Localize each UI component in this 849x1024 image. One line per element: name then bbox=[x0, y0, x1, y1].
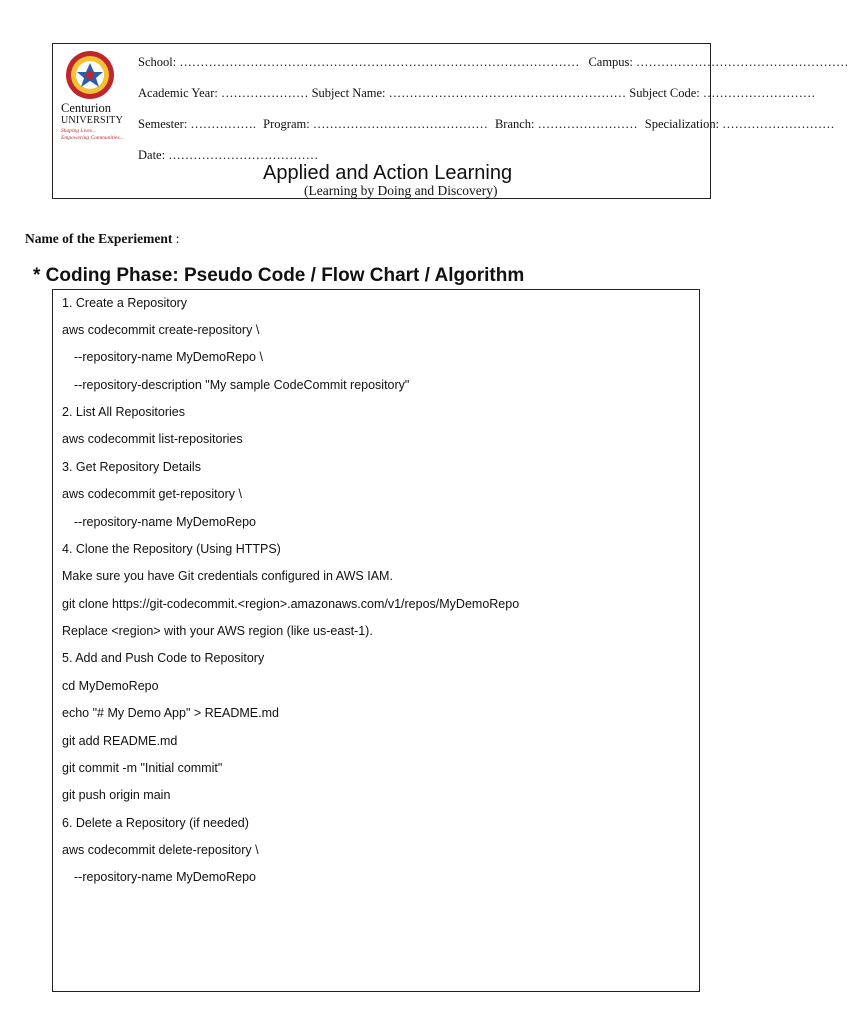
experiment-name-label bbox=[25, 231, 179, 247]
experiment-label-text: Name of the Experiement bbox=[25, 231, 173, 246]
code-line: --repository-name MyDemoRepo bbox=[74, 515, 257, 529]
branch-field: Branch: …………………… bbox=[494, 117, 638, 131]
school-field: School: …………………………………………………………………………………… bbox=[138, 55, 580, 69]
coding-phase-title: * Coding Phase: Pseudo Code / Flow Chart / Algorithm bbox=[33, 265, 525, 286]
header-row-date bbox=[138, 148, 318, 163]
code-line: Make sure you have Git credentials configured in AWS IAM. bbox=[62, 569, 393, 583]
header-box bbox=[52, 43, 849, 199]
campus-field: Campus: …………………………………………… bbox=[588, 55, 849, 69]
logo-tagline-2: Empowering Communities... bbox=[61, 135, 124, 141]
code-line: Replace <region> with your AWS region (like us-east-1). bbox=[62, 624, 373, 638]
code-line: git clone https://git-codecommit.<region>.amazonaws.com/v1/repos/MyDemoRepo bbox=[62, 597, 520, 611]
code-line: 3. Get Repository Details bbox=[62, 460, 201, 474]
code-box bbox=[52, 289, 700, 992]
code-line: aws codecommit create-repository \ bbox=[62, 323, 260, 337]
header-subtitle: (Learning by Doing and Discovery) bbox=[304, 183, 498, 198]
code-line: 1. Create a Repository bbox=[62, 296, 188, 310]
code-line: git commit -m "Initial commit" bbox=[62, 761, 223, 775]
header-row-semester bbox=[138, 117, 835, 132]
code-line: --repository-description "My sample CodeCommit repository" bbox=[74, 378, 410, 392]
semester-field: Semester: ……………. bbox=[138, 117, 257, 131]
date-field: Date: ……………………………… bbox=[138, 148, 319, 162]
specialization-field: Specialization: ……………………… bbox=[644, 117, 835, 131]
header-title: Applied and Action Learning bbox=[263, 162, 513, 184]
code-line: aws codecommit get-repository \ bbox=[62, 487, 242, 501]
code-line: 4. Clone the Repository (Using HTTPS) bbox=[62, 542, 281, 556]
code-line: git push origin main bbox=[62, 788, 171, 802]
code-line: --repository-name MyDemoRepo bbox=[74, 870, 257, 884]
header-row-academic bbox=[138, 86, 815, 101]
program-field: Program: …………………………………… bbox=[263, 117, 488, 131]
code-line: aws codecommit delete-repository \ bbox=[62, 843, 259, 857]
university-seal-icon bbox=[65, 50, 115, 100]
subject-name-field: Subject Name: ………………………………………………… bbox=[311, 86, 627, 100]
code-line: --repository-name MyDemoRepo \ bbox=[74, 350, 263, 364]
code-line: 5. Add and Push Code to Repository bbox=[62, 651, 265, 665]
code-line: cd MyDemoRepo bbox=[62, 679, 159, 693]
header-row-school bbox=[138, 55, 849, 70]
logo-name: Centurion bbox=[61, 101, 111, 115]
university-logo bbox=[61, 48, 123, 148]
code-line: 2. List All Repositories bbox=[62, 405, 185, 419]
code-line: git add README.md bbox=[62, 734, 178, 748]
code-line: 6. Delete a Repository (if needed) bbox=[62, 816, 249, 830]
subject-code-field: Subject Code: ……………………… bbox=[629, 86, 816, 100]
logo-tagline-1: Shaping Lives... bbox=[61, 128, 97, 134]
experiment-label-colon: : bbox=[172, 231, 180, 246]
code-line: echo "# My Demo App" > README.md bbox=[62, 706, 279, 720]
academic-year-field: Academic Year: ………………… bbox=[138, 86, 309, 100]
logo-university: UNIVERSITY bbox=[61, 115, 123, 126]
code-line: aws codecommit list-repositories bbox=[62, 432, 243, 446]
